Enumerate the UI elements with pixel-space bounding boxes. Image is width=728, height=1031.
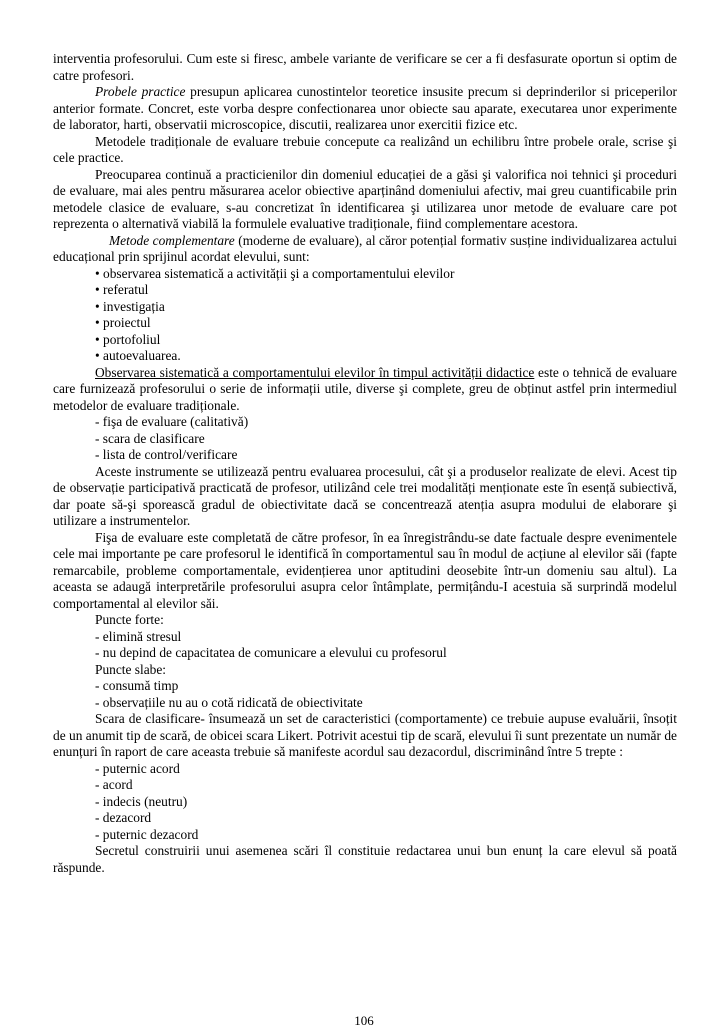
paragraph-text: este o tehnică de evaluare care furnizează profesorului o serie de informații utile, diverse şi complete, greu de obținut astfel prin intermediul metodelor de evaluare tradiționale. (53, 364, 677, 413)
list-item: - lista de control/verificare (95, 447, 238, 462)
list-item: • proiectul (95, 315, 151, 330)
list-item: - observațiile nu au o cotă ridicată de obiectivitate (95, 694, 363, 710)
list-item: - indecis (neutru) (95, 793, 188, 809)
paragraph-final: Secretul construirii unui asemenea scări îl constituie redactarea unui bun enunț la care elevul să poată răspunde. (53, 843, 677, 875)
list-item: - puternic dezacord (95, 826, 199, 842)
list-item: • portofoliul (95, 331, 161, 347)
paragraph-intro: interventia profesorului. Cum este si firesc, ambele variante de verificare se cer a fi desfasurate oportun si optim de catre profesori. (53, 51, 677, 83)
paragraph-traditional-methods: Metodele tradiționale de evaluare trebuie concepute ca realizând un echilibru între probele orale, scrise şi cele practice. (53, 133, 677, 165)
paragraph-text: presupun aplicarea cunostintelor teoretice insusite precum si deprinderilor si priceperilor anterior formate. Concret, este vorba despre confectionarea unor obiecte sau aparate, executarea unor experimente de laborator, harti, observatii microscopice, discutii, realizarea unor exercitii fizice etc. (53, 84, 677, 132)
paragraph-observation (53, 365, 677, 415)
paragraph-instruments-use: Aceste instrumente se utilizează pentru evaluarea procesului, cât şi a produselor realizate de elevi. Acest tip de observație participativă practicată de profesor, utilizând cele trei modalități menționate este în esență subiectivă, dar poate să-şi sporească gradul de obiectivitate dacă se concentrează atenția asupra modului de elaborare şi utilizare a instrumentelor. (53, 463, 677, 528)
instruments-list (53, 414, 677, 464)
list-item: - nu depind de capacitatea de comunicare a elevului cu profesorul (95, 645, 447, 660)
list-item: - scara de clasificare (95, 430, 205, 446)
list-item: - acord (95, 777, 133, 792)
list-item: - puternic acord (95, 760, 180, 776)
list-item: - elimină stresul (95, 628, 182, 644)
list-item: • investigația (95, 298, 165, 314)
list-item: Puncte slabe: (95, 661, 167, 677)
list-item: • autoevaluarea. (95, 348, 181, 363)
pros-cons-list (53, 612, 677, 711)
methods-list (53, 266, 677, 365)
term-complementary-methods: Metode complementare (109, 232, 235, 248)
list-item: • referatul (95, 282, 149, 297)
paragraph-practical-tests (53, 84, 677, 134)
scale-list (53, 761, 677, 844)
page-content (53, 51, 677, 876)
paragraph-rating-scale: Scara de clasificare- însumează un set de caracteristici (comportamente) ce trebuie aupuse evaluării, însoțit de un anumit tip de scară, de obicei scara Likert. Potrivit acestui tip de scară, elevului îi sunt prezentate un număr de enunțuri în raport de care aceasta trebuie să manifeste acordul sau dezacordul, discriminând între 5 trepte : (53, 711, 677, 759)
list-item: Puncte forte: (95, 612, 164, 627)
list-item: - consumă timp (95, 678, 179, 693)
list-item: • observarea sistematică a activității şi a comportamentului elevilor (95, 265, 455, 281)
paragraph-complementary-methods (53, 233, 677, 266)
paragraph-evaluation-sheet: Fişa de evaluare este completată de către profesor, în ea înregistrându-se date factuale despre evenimentele cele mai importante pe care profesorul le identifică în comportamentul sau în modul de acțiune al elevilor săi (fapte remarcabile, probleme comportamentale, evidențierea unor aptitudini deosebite într-un domeniu sau altul). La aceasta se adaugă interpretările profesorului asupra celor întâmplate, permițându-I acestuia să surprindă modelul comportamental al elevilor săi. (53, 529, 677, 611)
term-practical-tests: Probele practice (95, 84, 186, 99)
page-number: 106 (354, 1013, 374, 1028)
list-item: - dezacord (95, 810, 152, 825)
paragraph-practitioners: Preocuparea continuă a practicienilor din domeniul educației de a găsi şi valorifica noi tehnici şi proceduri de evaluare, mai ales pentru măsurarea acelor obiective aparținând domeniului afectiv, mai greu cuantificabile prin metodele clasice de evaluare, s-au concretizat în identificarea şi utilizarea unor metode de evaluare care pot reprezenta o alternativă viabilă la formulele evaluative tradiționale, fiind complementare acestora. (53, 166, 677, 231)
paragraph-text: (moderne de evaluare), al căror potențial formativ susține individualizarea actului educațional prin sprijinul acordat elevului, sunt: (53, 232, 677, 264)
underlined-term: Observarea sistematică a comportamentului elevilor în timpul activității didactice (95, 364, 535, 380)
list-item: - fişa de evaluare (calitativă) (95, 414, 249, 429)
